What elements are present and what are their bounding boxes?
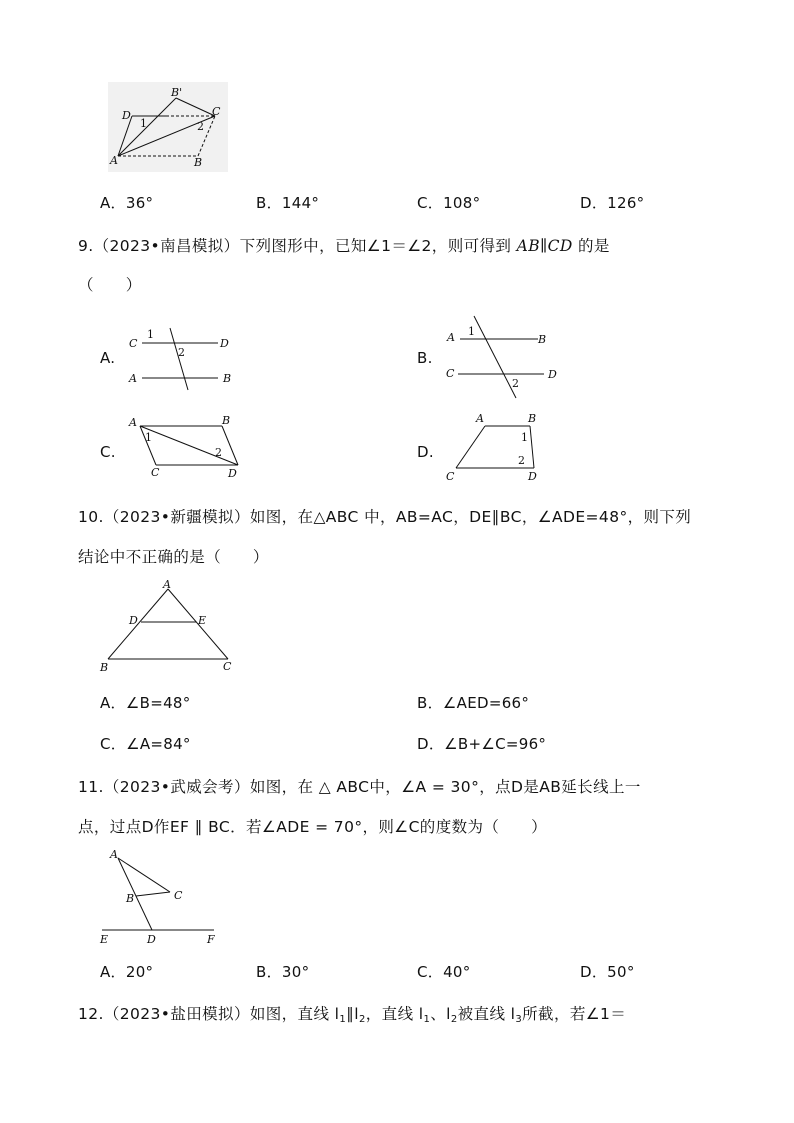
q11-option-d[interactable]: D．50° — [580, 963, 635, 981]
q11-stem-line2: 点，过点D作EF ∥ BC．若∠ADE = 70°，则∠C的度数为（ ） — [78, 818, 547, 836]
q10-label-B: B — [100, 661, 109, 674]
q9-stem-text: 9.（2023•南昌模拟）下列图形中，已知∠1＝∠2，则可得到 — [78, 237, 512, 255]
q8-option-a[interactable]: A．36° — [100, 194, 154, 212]
q9a-label-C: C — [129, 337, 138, 350]
q8-figure-svg — [108, 82, 228, 172]
q8-label-D: D — [122, 109, 131, 122]
q9d-label-C: C — [446, 470, 455, 483]
q8-label-1: 1 — [140, 117, 147, 130]
q12-sub4: 2 — [450, 1014, 458, 1025]
q9-option-a-letter[interactable]: A. — [100, 349, 116, 367]
q12-sub5: 3 — [515, 1014, 523, 1025]
q12-stem-e: 被直线 l — [457, 1005, 516, 1023]
q10-label-A: A — [163, 578, 171, 591]
q9c-label-B: B — [222, 414, 231, 427]
q9d-label-A: A — [476, 412, 484, 425]
q9d-label-D: D — [528, 470, 537, 483]
q11-label-A: A — [110, 848, 118, 861]
q12-sub2: 2 — [359, 1014, 366, 1025]
q10-stem-line1: 10.（2023•新疆模拟）如图，在△ABC 中，AB=AC，DE∥BC，∠ADE=48°，则下列 — [78, 508, 692, 526]
q8-label-C: C — [212, 105, 221, 118]
q11-figure — [96, 846, 226, 946]
q9-stem-tail: 的是 — [577, 237, 610, 255]
q9b-label-1: 1 — [468, 325, 475, 338]
q10-option-b[interactable]: B．∠AED=66° — [417, 694, 530, 712]
q10-label-E: E — [198, 614, 207, 627]
q11-label-B: B — [126, 892, 135, 905]
q10-figure — [96, 578, 241, 674]
q9a-label-2: 2 — [178, 346, 185, 359]
q11-option-c[interactable]: C．40° — [417, 963, 471, 981]
q11-label-D: D — [147, 933, 156, 946]
q9-fig-a — [128, 324, 238, 394]
q8-option-b[interactable]: B．144° — [256, 194, 320, 212]
q9-option-d-letter[interactable]: D. — [417, 443, 434, 461]
q8-label-Bprime: B' — [171, 86, 183, 99]
q9b-label-D: D — [548, 368, 557, 381]
q11-stem-line1: 11.（2023•武威会考）如图，在 △ ABC中，∠A = 30°，点D是AB延长线上一 — [78, 778, 641, 796]
q9-stem — [78, 234, 610, 256]
q12-stem-f: 所截，若∠1＝ — [522, 1005, 627, 1023]
q9a-label-A: A — [129, 372, 137, 385]
q8-label-2: 2 — [197, 120, 204, 133]
q8-label-B: B — [194, 156, 203, 169]
q11-label-F: F — [207, 933, 215, 946]
q9-stem-italic: AB∥CD — [516, 237, 573, 255]
q9c-label-2: 2 — [215, 446, 222, 459]
q9a-label-B: B — [223, 372, 232, 385]
q12-stem-a: 12.（2023•盐田模拟）如图，直线 l — [78, 1005, 340, 1023]
q8-label-A: A — [110, 154, 118, 167]
q9d-label-1: 1 — [521, 431, 528, 444]
q9-fig-b — [446, 314, 561, 400]
q9a-label-1: 1 — [147, 328, 154, 341]
q8-option-c[interactable]: C．108° — [417, 194, 481, 212]
q9-fig-c — [126, 414, 246, 480]
q9c-label-1: 1 — [145, 431, 152, 444]
q9-paren: （ ） — [78, 276, 142, 294]
q10-label-C: C — [223, 660, 232, 673]
q9b-label-B: B — [538, 333, 547, 346]
q9c-label-A: A — [129, 416, 137, 429]
q12-stem-d: 、l — [430, 1005, 451, 1023]
q9a-label-D: D — [220, 337, 229, 350]
q9-option-c-letter[interactable]: C. — [100, 443, 116, 461]
q9-fig-d — [444, 408, 554, 484]
q11-label-E: E — [100, 933, 109, 946]
q9c-label-D: D — [228, 467, 237, 480]
q10-option-a[interactable]: A．∠B=48° — [100, 694, 191, 712]
q9d-label-2: 2 — [518, 454, 525, 467]
q11-option-b[interactable]: B．30° — [256, 963, 310, 981]
q9d-label-B: B — [528, 412, 537, 425]
q10-option-c[interactable]: C．∠A=84° — [100, 735, 191, 753]
q9-option-b-letter[interactable]: B. — [417, 349, 433, 367]
q12-stem-c: ，直线 l — [365, 1005, 424, 1023]
q11-option-a[interactable]: A．20° — [100, 963, 154, 981]
q10-stem-line2: 结论中不正确的是（ ） — [78, 548, 269, 566]
q12-sub1: 1 — [339, 1014, 347, 1025]
q10-option-d[interactable]: D．∠B+∠C=96° — [417, 735, 547, 753]
q10-label-D: D — [129, 614, 138, 627]
q9c-label-C: C — [151, 466, 160, 479]
q9b-label-2: 2 — [512, 377, 519, 390]
q8-option-d[interactable]: D．126° — [580, 194, 645, 212]
q11-label-C: C — [174, 889, 183, 902]
q12-stem — [78, 1002, 626, 1025]
q9b-label-C: C — [446, 367, 455, 380]
q12-stem-b: ∥l — [346, 1005, 359, 1023]
q12-sub3: 1 — [423, 1014, 431, 1025]
q9b-label-A: A — [447, 331, 455, 344]
